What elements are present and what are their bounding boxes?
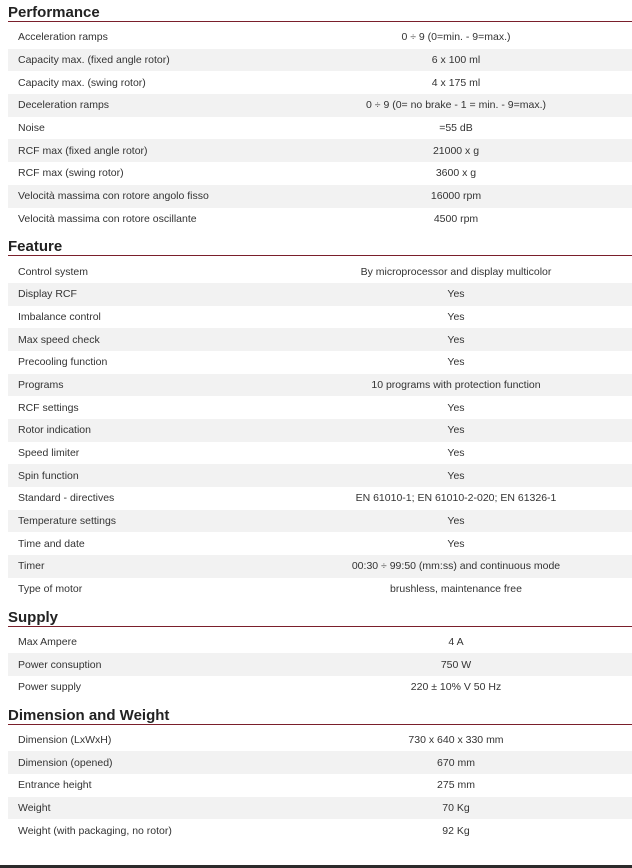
spec-label: Weight (with packaging, no rotor) (18, 824, 172, 837)
spec-label: Spin function (18, 469, 79, 482)
spec-value: 4 A (448, 635, 464, 648)
spec-row (8, 774, 632, 797)
spec-value: Yes (447, 401, 465, 414)
spec-value: 220 ± 10% V 50 Hz (410, 681, 502, 694)
spec-value: 70 Kg (442, 801, 470, 814)
spec-row (8, 139, 632, 162)
spec-label: Speed limiter (18, 447, 80, 460)
spec-value: 275 mm (437, 779, 475, 792)
spec-label: Time and date (18, 537, 85, 550)
spec-value: Yes (447, 469, 465, 482)
spec-label: Capacity max. (swing rotor) (18, 76, 146, 89)
spec-label: Programs (18, 378, 64, 391)
spec-row (8, 487, 632, 510)
spec-label: Entrance height (18, 779, 92, 792)
spec-row (8, 185, 632, 208)
spec-label: Power consuption (18, 658, 102, 671)
spec-row (8, 260, 632, 283)
spec-row (8, 117, 632, 140)
section-title: Performance (8, 4, 100, 21)
spec-row (8, 578, 632, 601)
spec-row (8, 653, 632, 676)
spec-label: Dimension (opened) (18, 756, 113, 769)
spec-label: Display RCF (18, 288, 77, 301)
spec-value: Yes (447, 424, 465, 437)
spec-value: 730 x 640 x 330 mm (408, 733, 504, 746)
spec-value: 670 mm (437, 756, 475, 769)
spec-label: Velocità massima con rotore angolo fisso (18, 190, 209, 203)
spec-value: 4500 rpm (433, 212, 479, 225)
spec-row (8, 26, 632, 49)
spec-sheet (0, 4, 632, 842)
spec-value: 00:30 ÷ 99:50 (mm:ss) and continuous mode (351, 560, 561, 573)
spec-label: Timer (18, 560, 45, 573)
spec-label: Noise (18, 122, 45, 135)
spec-label: Type of motor (18, 583, 83, 596)
spec-row (8, 396, 632, 419)
spec-value: Yes (447, 333, 465, 346)
spec-row (8, 555, 632, 578)
spec-row (8, 162, 632, 185)
spec-row (8, 306, 632, 329)
section-divider (8, 255, 632, 256)
spec-value: 16000 rpm (430, 190, 482, 203)
spec-label: Deceleration ramps (18, 99, 110, 112)
spec-value: 4 x 175 ml (431, 76, 481, 89)
spec-row (8, 532, 632, 555)
spec-value: 6 x 100 ml (431, 54, 481, 67)
spec-row (8, 71, 632, 94)
spec-label: Max speed check (18, 333, 100, 346)
spec-row (8, 374, 632, 397)
spec-value: By microprocessor and display multicolor (360, 265, 552, 278)
spec-label: RCF max (swing rotor) (18, 167, 124, 180)
section-divider (8, 21, 632, 22)
section-title: Feature (8, 238, 63, 256)
spec-value: 3600 x g (435, 167, 477, 180)
spec-row (8, 797, 632, 820)
spec-row (8, 631, 632, 654)
spec-value: Yes (447, 356, 465, 369)
spec-label: Temperature settings (18, 515, 117, 528)
spec-value: 0 ÷ 9 (0= no brake - 1 = min. - 9=max.) (366, 99, 546, 112)
spec-label: Precooling function (18, 356, 108, 369)
section-divider (8, 724, 632, 725)
spec-value: 10 programs with protection function (371, 378, 541, 391)
spec-value: 92 Kg (442, 824, 470, 837)
spec-value: Yes (447, 447, 465, 460)
spec-row (8, 208, 632, 231)
spec-row (8, 510, 632, 533)
spec-row (8, 328, 632, 351)
spec-row (8, 283, 632, 306)
section-divider (8, 626, 632, 627)
spec-value: 0 ÷ 9 (0=min. - 9=max.) (401, 31, 511, 44)
spec-row (8, 49, 632, 72)
spec-row (8, 751, 632, 774)
spec-row (8, 819, 632, 842)
spec-label: Power supply (18, 681, 82, 694)
spec-value: 21000 x g (432, 144, 480, 157)
spec-value: 750 W (440, 658, 472, 671)
spec-label: Standard - directives (18, 492, 115, 505)
spec-value: Yes (447, 310, 465, 323)
spec-label: Control system (18, 265, 89, 278)
spec-label: Capacity max. (fixed angle rotor) (18, 54, 170, 67)
spec-value: Yes (447, 288, 465, 301)
section-title: Supply (8, 608, 59, 626)
spec-label: RCF settings (18, 401, 79, 414)
spec-section (0, 238, 632, 600)
section-title: Dimension and Weight (8, 706, 170, 724)
spec-row (8, 676, 632, 699)
spec-value: brushless, maintenance free (390, 583, 522, 596)
spec-row (8, 729, 632, 752)
spec-value: Yes (447, 515, 465, 528)
spec-row (8, 419, 632, 442)
spec-label: Max Ampere (18, 635, 77, 648)
spec-label: Dimension (LxWxH) (18, 733, 112, 746)
spec-label: RCF max (fixed angle rotor) (18, 144, 148, 157)
spec-row (8, 351, 632, 374)
spec-label: Imbalance control (18, 310, 101, 323)
spec-value: =55 dB (439, 122, 473, 135)
spec-label: Rotor indication (18, 424, 91, 437)
spec-label: Weight (18, 801, 51, 814)
spec-label: Acceleration ramps (18, 31, 108, 44)
spec-section (0, 707, 632, 842)
spec-section (0, 4, 632, 230)
spec-row (8, 442, 632, 465)
spec-value: Yes (447, 537, 465, 550)
spec-value: EN 61010-1; EN 61010-2-020; EN 61326-1 (355, 492, 557, 505)
spec-row (8, 464, 632, 487)
spec-label: Velocità massima con rotore oscillante (18, 212, 197, 225)
spec-section (0, 609, 632, 699)
spec-row (8, 94, 632, 117)
